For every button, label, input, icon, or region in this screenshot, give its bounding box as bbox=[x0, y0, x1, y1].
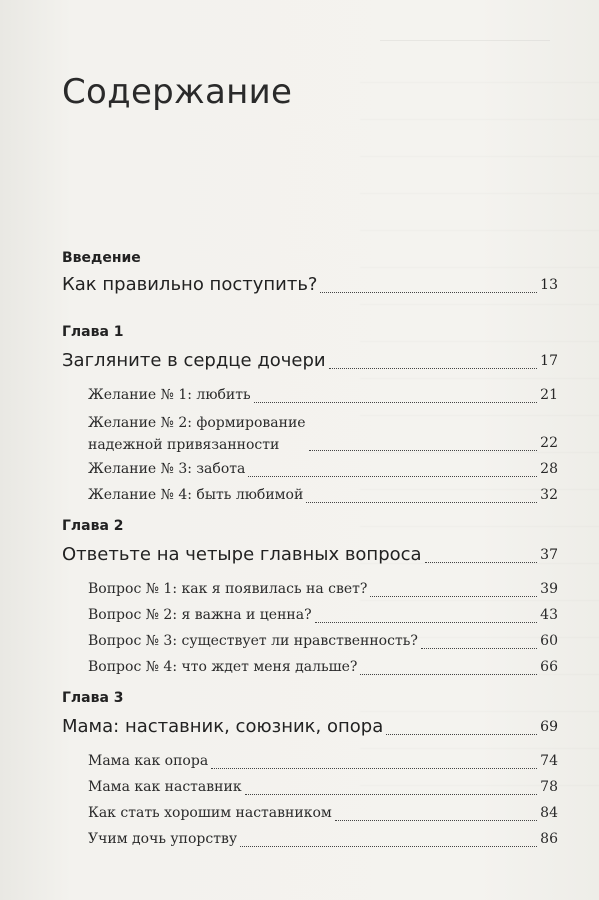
bleed-through-header bbox=[380, 40, 550, 41]
page-number: 69 bbox=[540, 719, 558, 735]
heading-title: Ответьте на четыре главных вопроса bbox=[62, 544, 422, 565]
leader-dots bbox=[211, 768, 537, 769]
leader-dots bbox=[248, 476, 537, 477]
toc-entry[interactable] bbox=[62, 628, 558, 654]
page-number: 78 bbox=[540, 779, 558, 795]
toc-entry[interactable] bbox=[62, 456, 558, 482]
leader-dots bbox=[245, 794, 538, 795]
page-number: 43 bbox=[540, 607, 558, 623]
section-chapter-2 bbox=[62, 516, 558, 680]
section-label: Введение bbox=[62, 250, 141, 266]
entry-title: Мама как наставник bbox=[88, 779, 242, 795]
toc-entry[interactable] bbox=[62, 748, 558, 774]
leader-dots bbox=[370, 596, 537, 597]
page-title: Содержание bbox=[62, 72, 293, 112]
section-heading[interactable] bbox=[62, 348, 558, 374]
section-heading[interactable] bbox=[62, 272, 558, 298]
entry-title: Вопрос № 1: как я появилась на свет? bbox=[88, 581, 368, 597]
entry-title: Желание № 3: забота bbox=[88, 461, 246, 477]
heading-title: Мама: наставник, союзник, опора bbox=[62, 716, 384, 737]
leader-dots bbox=[421, 648, 537, 649]
leader-dots bbox=[425, 562, 538, 563]
page-number: 39 bbox=[540, 581, 558, 597]
page-number: 84 bbox=[540, 805, 558, 821]
page-number: 74 bbox=[540, 753, 558, 769]
toc-entry[interactable] bbox=[62, 654, 558, 680]
entry-title: Как стать хорошим наставником bbox=[88, 805, 332, 821]
section-label: Глава 2 bbox=[62, 518, 124, 534]
section-chapter-1 bbox=[62, 322, 558, 508]
toc-entry[interactable] bbox=[62, 602, 558, 628]
entry-title: Вопрос № 4: что ждет меня дальше? bbox=[88, 659, 358, 675]
entry-title: Вопрос № 2: я важна и ценна? bbox=[88, 607, 312, 623]
entry-title: Желание № 4: быть любимой bbox=[88, 487, 304, 503]
section-introduction bbox=[62, 248, 558, 298]
entry-title: Вопрос № 3: существует ли нравственность? bbox=[88, 633, 418, 649]
leader-dots bbox=[335, 820, 537, 821]
page-number: 37 bbox=[540, 547, 558, 563]
section-label: Глава 3 bbox=[62, 690, 124, 706]
leader-dots bbox=[320, 292, 537, 293]
entry-title: Учим дочь упорству bbox=[88, 831, 238, 847]
leader-dots bbox=[329, 368, 538, 369]
leader-dots bbox=[254, 402, 538, 403]
leader-dots bbox=[360, 674, 537, 675]
leader-dots bbox=[386, 734, 537, 735]
entry-title: Желание № 1: любить bbox=[88, 387, 251, 403]
section-heading[interactable] bbox=[62, 714, 558, 740]
page-number: 17 bbox=[540, 353, 558, 369]
page-number: 22 bbox=[540, 435, 558, 451]
entry-title-line-1: Желание № 2: формирование bbox=[88, 415, 306, 431]
heading-title: Загляните в сердце дочери bbox=[62, 350, 326, 371]
leader-dots bbox=[309, 450, 538, 451]
page-number: 28 bbox=[540, 461, 558, 477]
entry-title: Мама как опора bbox=[88, 753, 209, 769]
toc-entry[interactable] bbox=[62, 482, 558, 508]
entry-title bbox=[88, 412, 306, 456]
toc-entry[interactable] bbox=[62, 408, 558, 456]
toc-entry[interactable] bbox=[62, 576, 558, 602]
section-chapter-3 bbox=[62, 688, 558, 852]
page-number: 60 bbox=[540, 633, 558, 649]
toc-entry[interactable] bbox=[62, 826, 558, 852]
section-label: Глава 1 bbox=[62, 324, 124, 340]
page-number: 86 bbox=[540, 831, 558, 847]
leader-dots bbox=[306, 502, 537, 503]
toc-entry[interactable] bbox=[62, 774, 558, 800]
section-heading[interactable] bbox=[62, 542, 558, 568]
page-number: 66 bbox=[540, 659, 558, 675]
page-number: 13 bbox=[540, 277, 558, 293]
toc-entry[interactable] bbox=[62, 800, 558, 826]
leader-dots bbox=[240, 846, 537, 847]
page-number: 32 bbox=[540, 487, 558, 503]
entry-title-line-2: надежной привязанности bbox=[88, 437, 280, 453]
heading-title: Как правильно поступить? bbox=[62, 274, 318, 295]
page-number: 21 bbox=[540, 387, 558, 403]
leader-dots bbox=[315, 622, 538, 623]
toc-entry[interactable] bbox=[62, 382, 558, 408]
